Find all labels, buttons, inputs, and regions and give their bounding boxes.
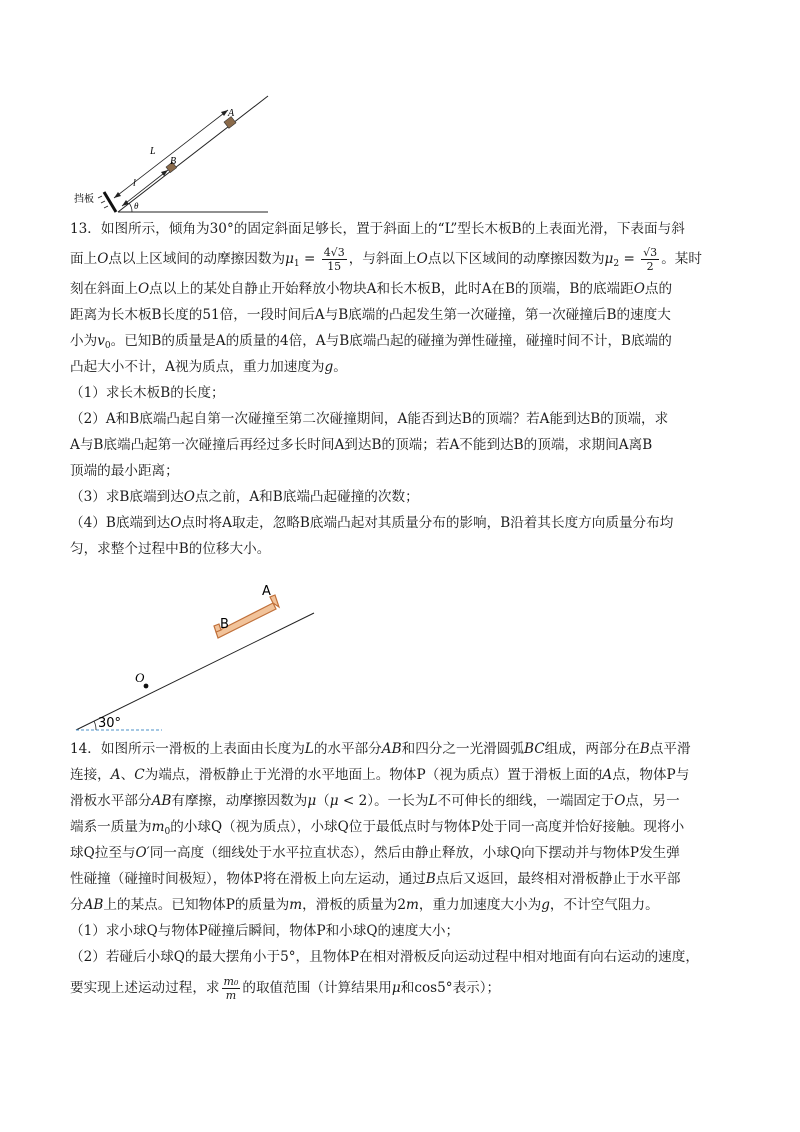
angle-arc-30	[94, 721, 96, 730]
q13-part-2-line-3: 顶端的最小距离；	[70, 463, 179, 479]
label-theta: θ	[134, 201, 139, 211]
q14-part-2-line-1: （2）若碰后小球Q的最大摆角小于5°，且物体P在相对滑板反向运动过程中相对地面有向右运动的速度，	[70, 949, 699, 965]
q13-part-2-line-2: A与B底端凸起第一次碰撞后再经过多长时间A到达B的顶端；若A不能到达B的顶端，求期间A离B	[70, 437, 653, 453]
label-a-2: A	[262, 584, 271, 599]
dimension-l	[122, 170, 168, 206]
label-baffle: 挡板	[74, 194, 94, 205]
m0-over-m-fraction: $\frac{\text{m₀}}{m}$	[223, 975, 239, 1002]
figure-incline-blocks	[70, 88, 280, 218]
label-b: B	[170, 156, 177, 167]
label-big-l: L	[150, 146, 156, 157]
q13-part-4-line-1: （4）B底端到达O点时将A取走，忽略B底端凸起对其质量分布的影响，B沿着其长度方向质量分布均	[70, 515, 674, 531]
q14-part-2-line-2: 要实现上述运动过程，求 $\frac{\text{m₀}}{m}$ 的取值范围（计算结果用μ和cos5°表示）；	[70, 975, 501, 1002]
q14-line-4: 端系一质量为$m_0$的小球Q（视为质点），小球Q位于最低点时与物体P处于同一高度并恰好接触。现将小	[70, 819, 685, 837]
label-angle-30: 30°	[98, 716, 122, 731]
q13-line-5: 小为$v_0$。已知B的质量是A的质量的4倍，A与B底端凸起的碰撞为弹性碰撞，碰撞时间不计，B底端的	[70, 333, 672, 351]
figure-l-board-incline	[70, 580, 330, 735]
label-a: A	[228, 108, 235, 119]
q14-line-6: 性碰撞（碰撞时间极短），物体P将在滑板上向左运动，通过B点后又返回，最终相对滑板静止于水平部	[70, 871, 681, 887]
mu1-fraction: $\frac{4√3}{15}$	[323, 246, 345, 273]
angle-arc	[129, 203, 132, 212]
question-13	[70, 216, 730, 562]
q14-line-2: 连接，A、C为端点，滑板静止于光滑的水平地面上。物体P（视为质点）置于滑板上面的A点，物体P与	[70, 767, 690, 783]
label-o-2: O	[135, 670, 145, 685]
dimension-L	[114, 110, 228, 198]
q14-line-5: 球Q拉至与O′同一高度（细线处于水平拉直状态），然后由静止释放，小球Q向下摆动并与物体P发生弹	[70, 845, 680, 861]
incline-line-2	[76, 613, 314, 730]
q13-part-2-line-1: （2）A和B底端凸起自第一次碰撞至第二次碰撞期间，A能否到达B的顶端？若A能到达B的顶端，求	[70, 411, 669, 427]
q13-line-4: 距离为长木板B长度的51倍，一段时间后A与B底端的凸起发生第一次碰撞，第一次碰撞后B的速度大	[70, 307, 671, 323]
q14-line-7: 分AB上的某点。已知物体P的质量为m，滑板的质量为2m，重力加速度大小为g，不计空气阻力。	[70, 897, 659, 913]
q14-line-1: 14．如图所示一滑板的上表面由长度为L的水平部分AB和四分之一光滑圆弧BC组成，两部分在B点平滑	[70, 741, 691, 757]
q13-part-1: （1）求长木板B的长度；	[70, 385, 225, 401]
q14-line-3: 滑板水平部分AB有摩擦，动摩擦因数为μ（μ < 2）。一长为L不可伸长的细线，一端固定于O点，另一	[70, 793, 680, 809]
mu2-fraction: $\frac{√3}{2}$	[643, 246, 658, 273]
q13-part-3: （3）求B底端到达O点之前，A和B底端凸起碰撞的次数；	[70, 489, 419, 505]
q14-part-1: （1）求小球Q与物体P碰撞后瞬间，物体P和小球Q的速度大小；	[70, 923, 460, 939]
question-14	[70, 736, 730, 1006]
label-small-l: l	[133, 178, 136, 189]
q13-line-3: 刻在斜面上O点以上的某处自静止开始释放小物块A和长木板B，此时A在B的顶端，B的底端距O点的	[70, 281, 673, 297]
q13-part-4-line-2: 匀，求整个过程中B的位移大小。	[70, 541, 271, 557]
q13-line-1: 13．如图所示，倾角为30°的固定斜面足够长，置于斜面上的“L”型长木板B的上表面光滑，下表面与斜	[70, 221, 685, 237]
incline-line	[118, 96, 268, 212]
q13-line-6: 凸起大小不计，A视为质点，重力加速度为g。	[70, 359, 347, 375]
q13-line-2: 面上O点以上区域间的动摩擦因数为$\mu_1$ = $\frac{4√3}{15}$ ，与斜面上O点以下区域间的动摩擦因数为$\mu_2$ = $\frac{√3}{2}$ 。某时	[70, 246, 702, 273]
label-b-2: B	[220, 617, 229, 632]
baffle-plate	[104, 192, 116, 212]
